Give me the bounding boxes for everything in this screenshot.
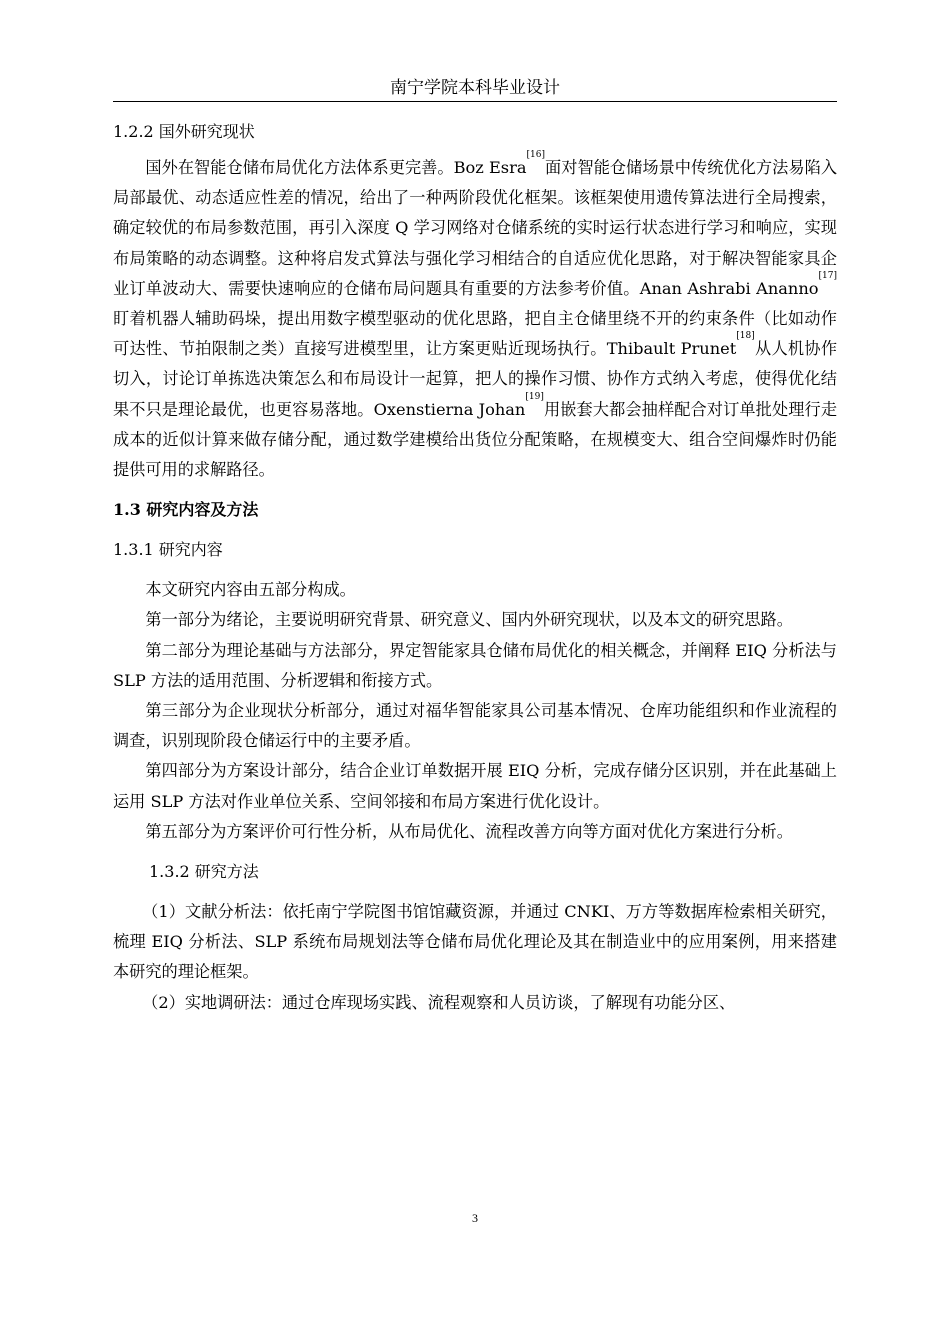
paragraph-part-one: 第一部分为绪论，主要说明研究背景、研究意义、国内外研究现状，以及本文的研究思路。 [145, 610, 793, 630]
paragraph-foreign-research [113, 150, 838, 485]
paragraph-text: 用嵌套大都会抽样配合对订单批处理行走成本的近似计算来做存储分配，通过数学建模给出货位分配策略，在规模变大、组合空间爆炸时仍能提供可用的求解路径。 [113, 399, 838, 480]
paragraph-text: 从人机协作切入，讨论订单拣选决策怎么和布局设计一起算，把人的操作习惯、协作方式纳入考虑，使得优化结果不只是理论最优，也更容易落地。Oxenstierna Johan [113, 339, 838, 419]
section-heading-1-3-1: 1.3.1 研究内容 [113, 540, 223, 560]
page-number: 3 [472, 1211, 478, 1225]
page-body [113, 117, 837, 1018]
section-heading-1-2-2: 1.2.2 国外研究现状 [113, 122, 255, 141]
section-heading-1-3: 1.3 研究内容及方法 [113, 500, 259, 520]
header-divider [113, 101, 837, 102]
citation-ref: [19] [525, 391, 544, 402]
citation-ref: [17] [818, 270, 837, 281]
paragraph-part-five: 第五部分为方案评价可行性分析，从布局优化、流程改善方向等方面对优化方案进行分析。 [145, 821, 793, 841]
paragraph-text: 国外在智能仓储布局优化方法体系更完善。Boz Esra [145, 158, 527, 177]
paragraph-part-four: 第四部分为方案设计部分，结合企业订单数据开展 EIQ 分析，完成存储分区识别，并在此基础上运用 SLP 方法对作业单位关系、空间邻接和布局方案进行优化设计。 [113, 761, 837, 811]
paragraph-text: 盯着机器人辅助码垛，提出用数字模型驱动的优化思路，把自主仓储里绕不开的约束条件（比如动作可达性、节拍限制之类）直接写进模型里，让方案更贴近现场执行。Thibault Prunet [113, 309, 837, 359]
section-heading-1-3-2: 1.3.2 研究方法 [149, 862, 259, 882]
paragraph-method-literature: （1）文献分析法：依托南宁学院图书馆馆藏资源，并通过 CNKI、万方等数据库检索相关研究，梳理 EIQ 分析法、SLP 系统布局规划法等仓储布局优化理论及其在制造业中的应用案例，用来搭建本研究的理论框架。 [113, 902, 837, 982]
paragraph-part-two: 第二部分为理论基础与方法部分，界定智能家具仓储布局优化的相关概念，并阐释 EIQ 分析法与 SLP 方法的适用范围、分析逻辑和衔接方式。 [113, 640, 837, 690]
page-header-title: 南宁学院本科毕业设计 [390, 78, 560, 98]
paragraph-method-fieldwork: （2）实地调研法：通过仓库现场实践、流程观察和人员访谈，了解现有功能分区、 [142, 992, 736, 1012]
paragraph-content-intro: 本文研究内容由五部分构成。 [145, 580, 356, 600]
citation-ref: [18] [736, 331, 755, 342]
paragraph-part-three: 第三部分为企业现状分析部分，通过对福华智能家具公司基本情况、仓库功能组织和作业流程的调查，识别现阶段仓储运行中的主要矛盾。 [113, 701, 837, 751]
paragraph-text: 面对智能仓储场景中传统优化方法易陷入局部最优、动态适应性差的情况，给出了一种两阶段优化框架。该框架使用遗传算法进行全局搜索，确定较优的布局参数范围，再引入深度 Q 学习网络对仓储系统的实时运行状态进行学习和响应，实现布局策略的动态调整。这种将启发式算法与强化学习相结合的自适应优化思路，对于解决智能家具企业订单波动大、需要快速响应的仓储布局问题具有重要的方法参考价值。Anan Ashrabi Ananno [113, 158, 838, 298]
citation-ref: [16] [526, 150, 545, 160]
